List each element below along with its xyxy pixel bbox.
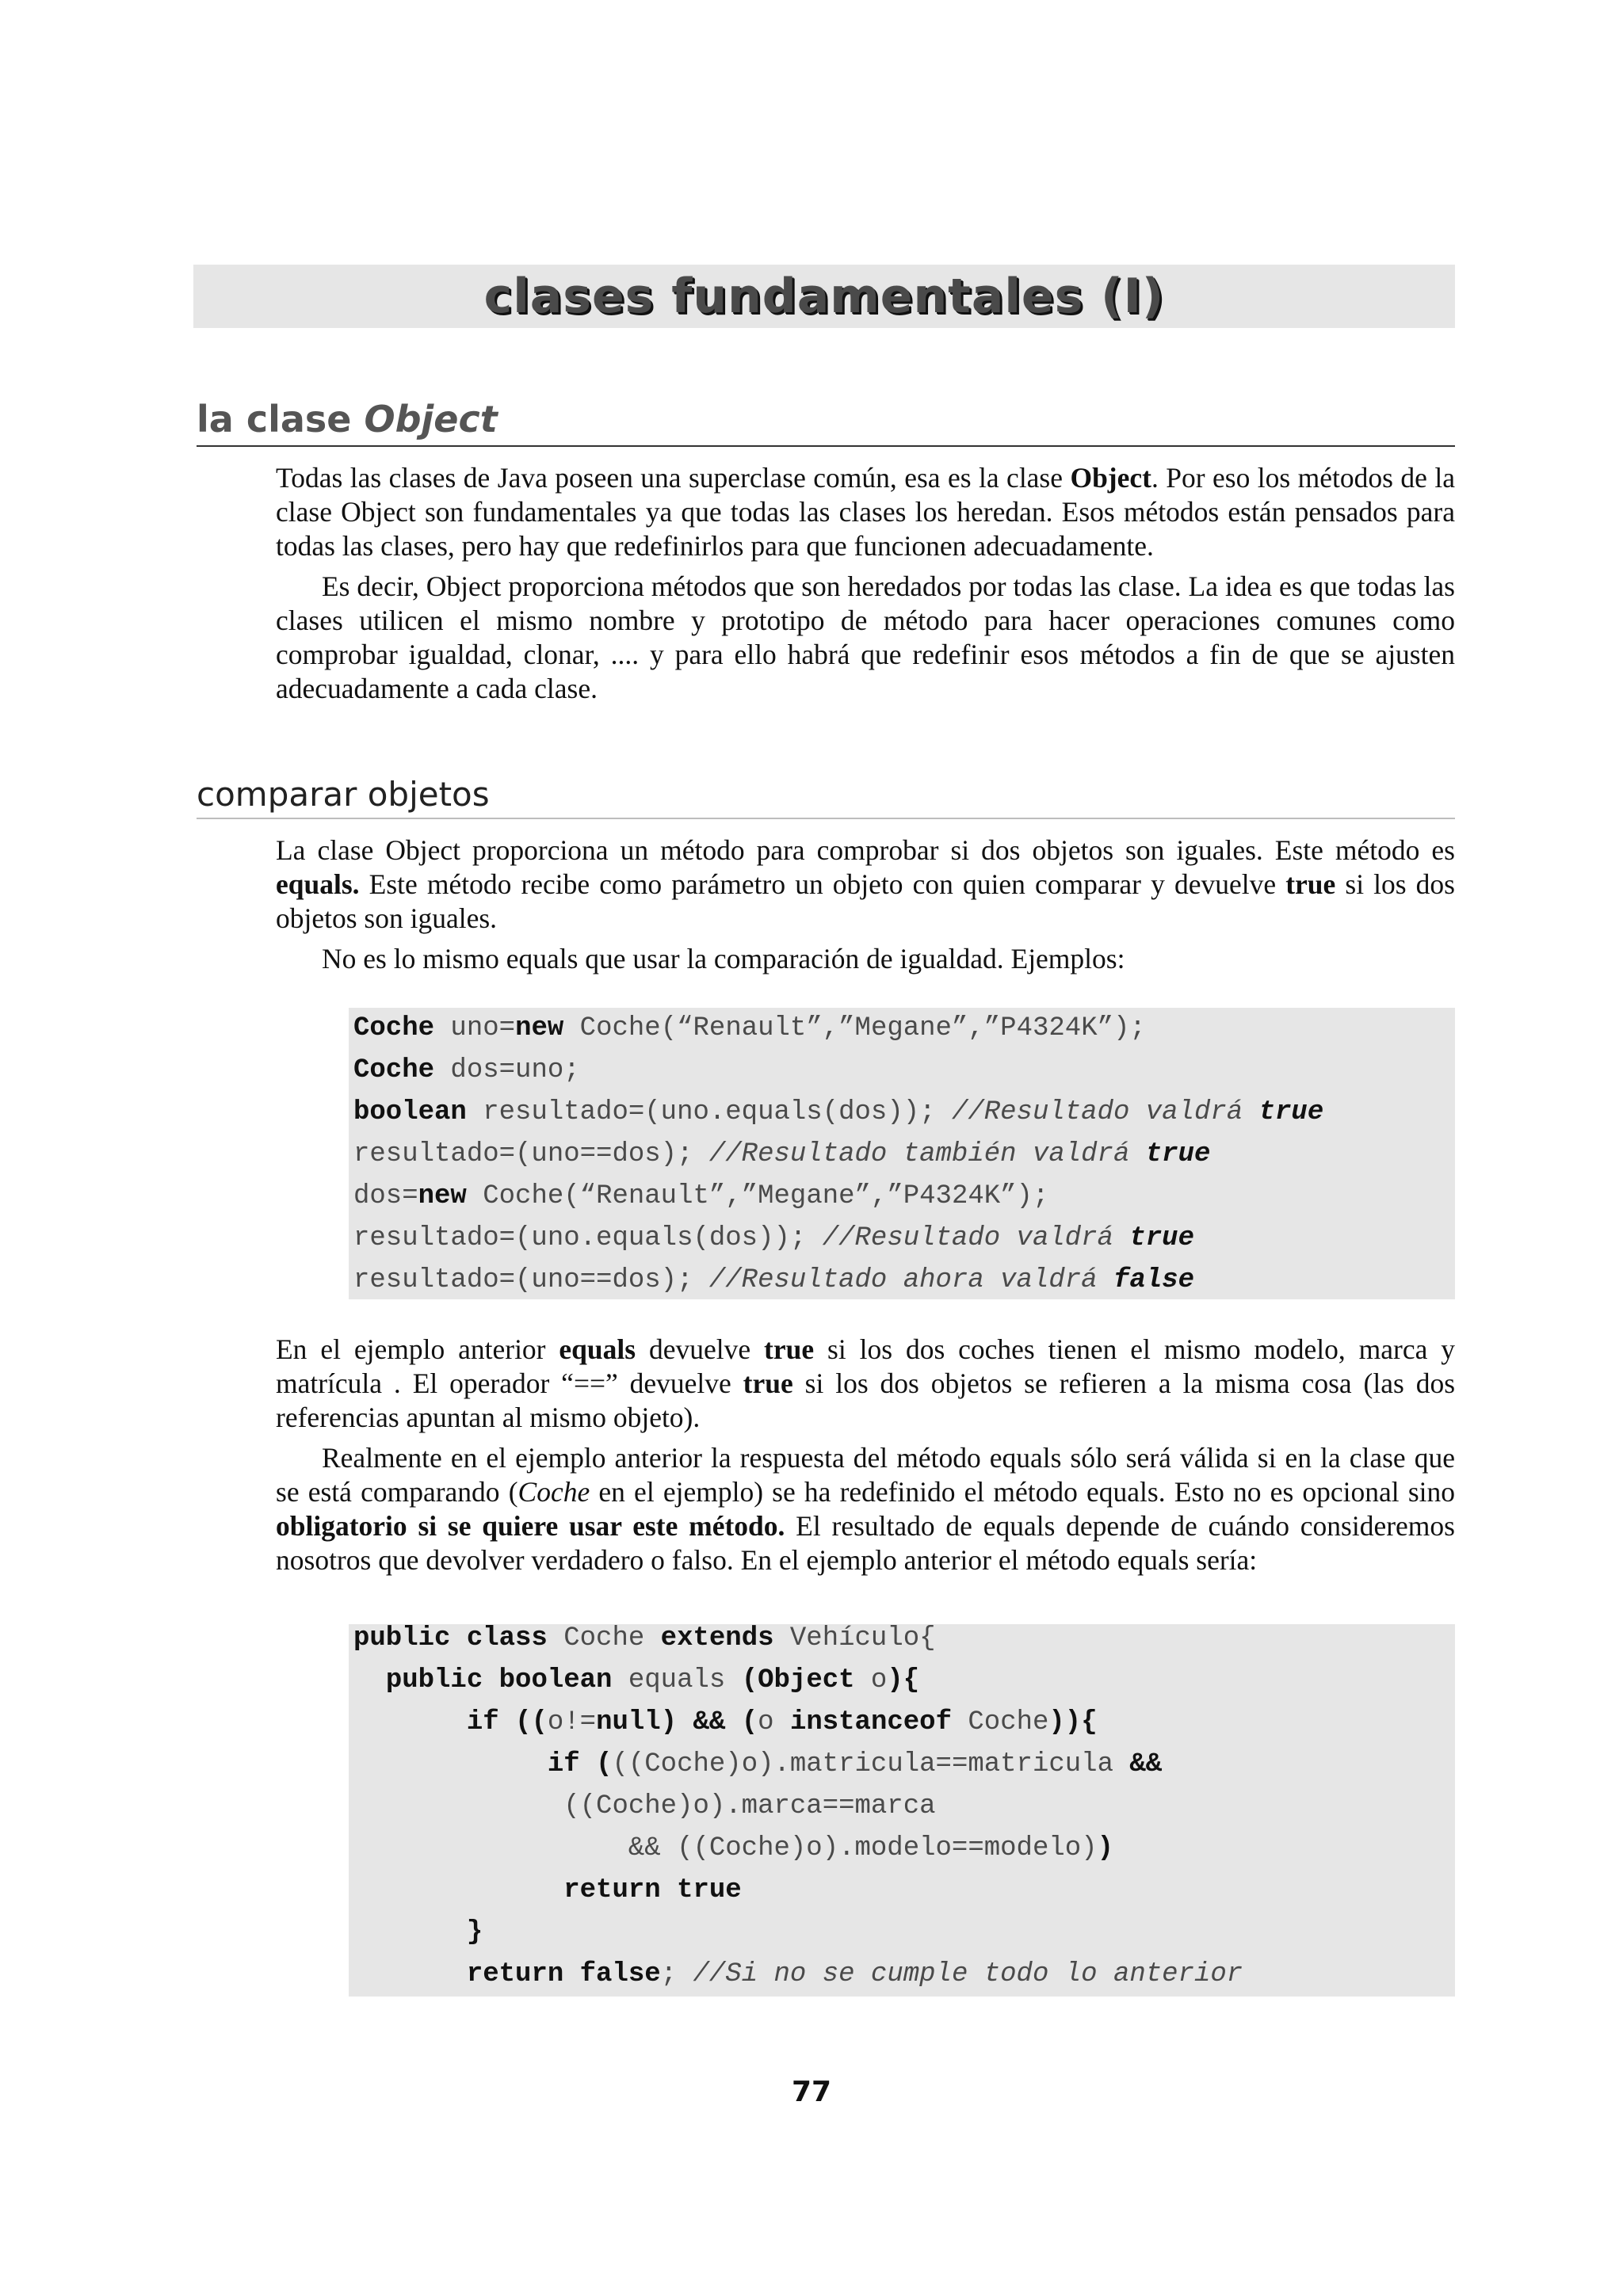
code-text: o [758,1707,790,1737]
subsection-heading: comparar objetos [197,772,1455,819]
code-text [353,1875,563,1905]
code-line [353,1176,1048,1218]
chapter-banner [193,265,1455,328]
code-text [353,1707,467,1737]
code-comment: //Resultado también valdrá [708,1139,1146,1169]
text-run: El resultado de equals depende de cuándo consideremos nosotros que devolver verdadero o falso. En el ejemplo anterior el método equals sería: [276,1510,1455,1576]
code-line [353,1134,1210,1176]
code-keyword: true [1129,1223,1194,1253]
code-text [353,1959,467,1989]
code-keyword: ){ [887,1665,920,1695]
code-keyword: Coche [353,1013,435,1043]
code-text: ((Coche)o).matricula==matricula [612,1749,1130,1779]
code-comment: //Resultado valdrá [951,1097,1259,1127]
chapter-title: clases fundamentales (I) [483,269,1165,324]
code-line [353,1008,1146,1050]
bold-text-run: obligatorio si se quiere usar este método. [276,1510,785,1542]
code-text: resultado=(uno.equals(dos)); [353,1223,823,1253]
code-keyword: Coche [353,1055,435,1085]
text-run: En el ejemplo anterior [276,1333,559,1365]
explanation-text [276,1333,1455,1577]
code-line [353,1828,1113,1870]
code-keyword: )){ [1048,1707,1098,1737]
text-run: si los dos objetos se refieren a la misma cosa (las dos referencias apuntan al mismo objeto). [276,1367,1456,1433]
code-text: o!= [547,1707,597,1737]
bold-text-run: equals [559,1333,636,1365]
compare-paragraph-2: No es lo mismo equals que usar la comparación de igualdad. Ejemplos: [322,943,1125,974]
code-keyword: public boolean [385,1665,613,1695]
explanation-paragraph-2 [276,1441,1455,1577]
text-run: La clase Object proporciona un método para comprobar si dos objetos son iguales. Este método es [276,834,1455,866]
code-text: uno= [434,1013,516,1043]
code-comment: //Resultado valdrá [822,1223,1130,1253]
code-text: resultado=(uno==dos); [353,1265,709,1295]
intro-paragraph-2: Es decir, Object proporciona métodos que son heredados por todas las clase. La idea es que todas las clases utilicen el mismo nombre y prototipo de método para hacer operaciones comunes como comprobar igualdad, clonar, .... y para ello habrá que redefinir esos métodos a fin de que se ajusten adecuadamente a cada clase. [276,570,1455,704]
code-text [353,1917,467,1947]
code-comment: //Si no se cumple todo lo anterior [693,1959,1243,1989]
code-keyword: return true [563,1875,742,1905]
code-example-equals-comparison [349,1008,1455,1299]
code-keyword: ) [1097,1833,1113,1863]
code-keyword: true [1258,1097,1324,1127]
compare-text [276,833,1455,976]
code-keyword: && [1129,1749,1163,1779]
code-keyword: public class [353,1623,548,1653]
code-keyword: boolean [353,1097,467,1127]
code-text: resultado=(uno==dos); [353,1139,709,1169]
code-keyword: (Object [741,1665,855,1695]
code-text: resultado=(uno.equals(dos)); [466,1097,952,1127]
code-keyword: extends [660,1623,774,1653]
code-line [353,1912,483,1954]
code-text: Coche [951,1707,1049,1737]
section-heading-prefix: la clase [197,398,365,441]
bold-text-run: true [1285,868,1336,900]
code-text: ; [660,1959,693,1989]
code-text: o [854,1665,888,1695]
bold-text-run: true [764,1333,815,1365]
code-text: dos= [353,1181,418,1211]
text-run: en el ejemplo) se ha redefinido el método equals. Esto no es opcional sino [590,1476,1455,1508]
code-line [353,1218,1194,1260]
code-line [353,1702,1098,1744]
explanation-paragraph-1 [276,1333,1455,1435]
code-text: ((Coche)o).marca==marca [353,1791,936,1821]
code-text: equals [612,1665,742,1695]
bold-text-run: true [743,1367,793,1399]
code-line [353,1744,1162,1786]
code-keyword: null) && ( [596,1707,758,1737]
code-keyword: if (( [466,1707,548,1737]
code-text: Coche(“Renault”,”Megane”,”P4324K”); [563,1013,1146,1043]
code-keyword: new [418,1181,467,1211]
bold-text-run: Object [1070,462,1151,494]
code-text: && ((Coche)o).modelo==modelo) [353,1833,1098,1863]
code-keyword: true [1145,1139,1211,1169]
code-text: Coche(“Renault”,”Megane”,”P4324K”); [466,1181,1049,1211]
compare-paragraph-1 [276,833,1455,936]
code-text: dos=uno; [434,1055,580,1085]
text-run: Realmente en el ejemplo anterior la respuesta del método equals sólo será válida si en la clase que se está comparando ( [276,1442,1455,1508]
text-run: . Por eso los métodos de la clase Object son fundamentales ya que todas las clases los heredan. Esos métodos están pensados para todas las clases, pero hay que redefinirlos para que funcionen adecuadamente. [276,462,1455,562]
bold-text-run: equals. [276,868,360,900]
section-heading-class-name: Object [364,398,498,441]
code-text [353,1749,548,1779]
code-keyword: instanceof [789,1707,952,1737]
page-number: 77 [791,2076,832,2108]
code-keyword: false [1113,1265,1194,1295]
code-line [353,1786,936,1828]
code-line [353,1870,742,1912]
code-line [353,1092,1323,1134]
code-keyword: new [515,1013,564,1043]
code-keyword: if ( [547,1749,613,1779]
text-run: devuelve [636,1333,765,1365]
text-run: Este método recibe como parámetro un objeto con quien comparar y devuelve [359,868,1286,900]
code-line [353,1260,1194,1302]
text-run: si los dos objetos son iguales. [276,868,1456,934]
intro-text [276,461,1455,706]
code-keyword: } [466,1917,483,1947]
text-run: si los dos coches tienen el mismo modelo, marca y matrícula . El operador “==” devuelve [276,1333,1455,1399]
code-text: Vehículo{ [773,1623,936,1653]
text-run: Todas las clases de Java poseen una superclase común, esa es la clase [276,462,1071,494]
code-comment: //Resultado ahora valdrá [708,1265,1113,1295]
code-keyword: return false [466,1959,661,1989]
code-line [353,1954,1243,1996]
intro-paragraph-1 [276,461,1455,563]
code-line [353,1050,580,1092]
italic-text-run: Coche [517,1476,590,1508]
code-example-equals-method [349,1624,1455,1997]
code-line [353,1618,936,1660]
code-text [353,1665,386,1695]
code-text: Coche [547,1623,661,1653]
section-heading [197,393,1455,447]
code-line [353,1660,919,1702]
